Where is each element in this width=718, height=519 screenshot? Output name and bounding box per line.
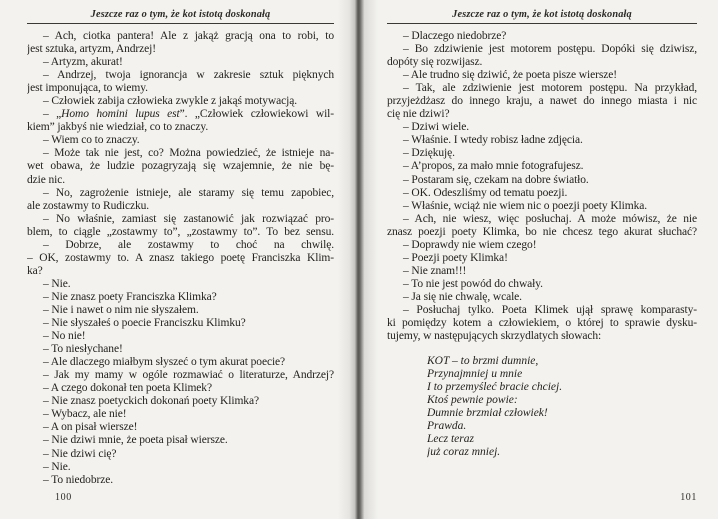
text-line: kiem” jakbyś nie wiedział, co to znaczy. <box>27 121 209 134</box>
text-line: – Tak, ale zdziwienie jest motorem postępu. Na przykład, <box>403 82 697 95</box>
text-line: jest sztuka, artyzm, Andrzej! <box>27 43 156 56</box>
poem-line: już coraz mniej. <box>427 446 501 459</box>
text-line: ki pomiędzy kotem a człowiekiem, o której to sprawie dysku- <box>387 317 697 330</box>
text-line: – Nie znasz poety Franciszka Klimka? <box>43 290 217 303</box>
poem-line: Przynajmniej u mnie <box>427 368 523 381</box>
text-line: – Wybacz, ale nie! <box>43 408 127 421</box>
text-line: – Ach, ciotka pantera! Ale z jakąż gracją ona to robi, to <box>43 30 334 42</box>
poem-line: KOT – to brzmi dumnie, <box>427 355 539 368</box>
text-line: – Doprawdy nie wiem czego! <box>403 238 537 251</box>
text-line: – Dziwi wiele. <box>403 121 469 134</box>
right-page-text <box>387 30 697 460</box>
running-header-right: Jeszcze raz o tym, że kot istotą doskonałą <box>387 9 697 24</box>
text-line: – A’propos, za mało mnie fotografujesz. <box>403 160 584 173</box>
text-line: – No właśnie, zamiast się zastanowić jak rozwiązać pro- <box>43 212 334 225</box>
text-line: wet obawa, że ludzie pozagryzają się wzajemnie, że nie bę- <box>27 160 334 173</box>
text-line: – Ale trudno się dziwić, że poeta pisze wiersze! <box>403 69 617 82</box>
text-line: ka? <box>27 264 43 277</box>
text-line: – Bo zdziwienie jest motorem postępu. Dopóki się dziwisz, <box>403 43 697 56</box>
text-line: – Posłuchaj tylko. Poeta Klimek ujął sprawę komparasty- <box>403 303 697 316</box>
text-line: – Nie. <box>43 460 71 473</box>
text-line: – Nie dziwi mnie, że poeta pisał wiersze. <box>43 434 228 447</box>
text-line: dopóty się rozwijasz. <box>387 56 483 69</box>
text-line <box>27 108 334 121</box>
text-line: – To niesłychane! <box>43 343 123 356</box>
text-line: – A on pisał wiersze! <box>43 421 138 434</box>
right-page-number: 101 <box>680 492 697 503</box>
text-line: – Artyzm, akurat! <box>43 56 123 69</box>
text-line: ale zostawmy to Rudiczku. <box>27 199 150 212</box>
text-line: cię nie dziwi? <box>387 108 450 121</box>
text-line: blem, to ciągle „zostawmy to”, „zostawmy to”. To bez sensu. <box>27 225 334 238</box>
text-line: – Właśnie, wciąż nie wiem nic o poezji poety Klimka. <box>403 199 647 212</box>
text-segment: ”. „Człowiek człowiekowi wil- <box>179 108 334 121</box>
text-line: – To niedobrze. <box>43 473 113 486</box>
poem-line: Ktoś pewnie powie: <box>427 394 518 407</box>
text-line: – Nie i nawet o nim nie słyszałem. <box>43 303 199 316</box>
left-page <box>27 0 334 519</box>
text-line: – Nie. <box>43 277 71 290</box>
text-line: – Dlaczego niedobrze? <box>403 30 507 42</box>
text-line: jest imponująca, to wiemy. <box>27 82 148 95</box>
right-page <box>387 0 697 519</box>
text-line: – Nie znam!!! <box>403 264 467 277</box>
left-page-number: 100 <box>55 492 72 503</box>
text-line: – To nie jest powód do chwały. <box>403 277 543 290</box>
text-line: – Dobrze, ale zostawmy to choć na chwilę. <box>43 238 334 251</box>
text-line: – Dziękuję. <box>403 147 455 160</box>
text-line: – OK, zostawmy to. A znasz takiego poetę Franciszka Klim- <box>27 251 334 264</box>
right-page-dialogue <box>387 30 697 343</box>
text-line: – Ach, nie wiesz, więc posłuchaj. A może mówisz, że nie <box>403 212 697 225</box>
book-gutter-shadow <box>338 0 378 519</box>
poem-line: Prawda. <box>427 420 467 433</box>
text-line: – No nie! <box>43 330 86 343</box>
text-line: – Jak my mamy w ogóle rozmawiać o literaturze, Andrzej? <box>43 369 334 382</box>
poem-line: Dumnie brzmiał człowiek! <box>427 407 548 420</box>
text-line: – No, zagrożenie istnieje, ale staramy się temu zapobiec, <box>43 186 334 199</box>
text-line: – OK. Odeszliśmy od tematu poezji. <box>403 186 568 199</box>
left-page-text <box>27 30 334 487</box>
text-line: dzie nic. <box>27 173 66 186</box>
text-line: – Ja się nie chwalę, wcale. <box>403 290 522 303</box>
text-line: – Człowiek zabija człowieka zwykle z jakąś motywacją. <box>43 95 297 108</box>
text-line: przyjeżdżasz do innego kraju, a nawet do innego miasta i nic <box>387 95 697 108</box>
text-line: – Postaram się, czekam na dobre światło. <box>403 173 589 186</box>
text-segment: – „ <box>43 108 62 121</box>
text-line: – Właśnie. I wtedy robisz ładne zdjęcia. <box>403 134 583 147</box>
text-line: tujemy, w następujących skrzydlatych słowach: <box>387 330 602 343</box>
text-line: – A czego dokonał ten poeta Klimek? <box>43 382 212 395</box>
text-line: – Nie dziwi cię? <box>43 447 117 460</box>
poem-line: I to przemyśleć bracie chciej. <box>427 381 563 394</box>
poem <box>387 355 697 459</box>
latin-phrase-italic: Homo homini lupus est <box>61 108 180 121</box>
poem-line: Lecz teraz <box>427 433 474 446</box>
text-line: – Andrzej, twoja ignorancja w zakresie sztuk pięknych <box>43 69 334 82</box>
text-line: – Może tak nie jest, co? Można powiedzieć, że istnieje na- <box>43 147 334 160</box>
text-line: – Nie słyszałeś o poecie Franciszku Klimku? <box>43 317 246 330</box>
text-line: – Wiem co to znaczy. <box>43 134 140 147</box>
text-line: znasz poezji poety Klimka, bo nie chcesz tego akurat słuchać? <box>387 225 697 238</box>
text-line: – Poezji poety Klimka! <box>403 251 508 264</box>
text-line: – Nie znasz poetyckich dokonań poety Klimka? <box>43 395 259 408</box>
text-line: – Ale dlaczego miałbym słyszeć o tym akurat poecie? <box>43 356 286 369</box>
running-header-left: Jeszcze raz o tym, że kot istotą doskonałą <box>27 9 334 24</box>
